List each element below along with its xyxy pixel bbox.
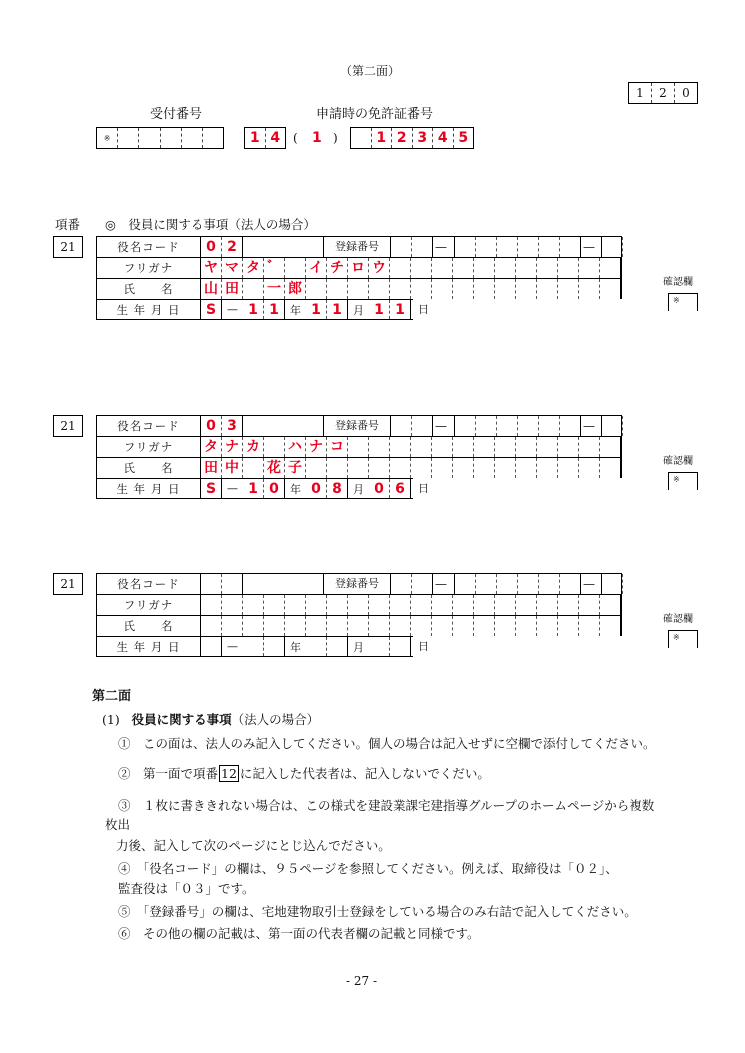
name-char <box>579 616 600 636</box>
birth-day-digit: 6 <box>390 479 411 498</box>
furigana-char: ウ <box>369 258 390 278</box>
registration-number-field[interactable] <box>454 416 581 436</box>
name-char <box>474 616 495 636</box>
furigana-char: イ <box>306 258 327 278</box>
role-code-digit <box>222 574 243 594</box>
birth-year-unit: 年 <box>290 482 301 496</box>
furigana-char: チ <box>327 258 348 278</box>
form-code-digit: 2 <box>652 83 675 103</box>
furigana-char <box>495 437 516 457</box>
role-code-row <box>96 415 622 436</box>
birth-era: S <box>201 300 222 319</box>
name-char <box>243 616 264 636</box>
furigana-char <box>369 595 390 615</box>
furigana-char <box>390 258 411 278</box>
name-char <box>600 458 621 478</box>
birth-day-unit: 日 <box>418 303 429 316</box>
name-char <box>390 279 411 299</box>
item-number-box: 21 <box>53 236 83 258</box>
birth-date-row <box>96 478 413 499</box>
furigana-char <box>558 258 579 278</box>
license-number-digit: 4 <box>433 128 454 148</box>
notes-subheading-title: 役員に関する事項 <box>131 712 232 727</box>
name-char: 田 <box>222 279 243 299</box>
registration-dash: — <box>583 240 595 254</box>
role-code-digit: 0 <box>201 237 222 257</box>
note-4-cont: 監査役は「０３」です。 <box>118 881 255 896</box>
furigana-label: フリガナ <box>97 258 201 278</box>
license-prefix-digit: 1 <box>245 128 266 148</box>
license-number-field[interactable] <box>350 127 474 149</box>
furigana-char <box>579 258 600 278</box>
birth-month-unit: 月 <box>353 482 364 496</box>
role-code-row <box>96 236 622 257</box>
note-2: ② 第一面で項番 12 に記入した代表者は、記入しないでくだい。 <box>118 766 490 781</box>
birth-day-unit: 日 <box>418 640 429 653</box>
birth-day-digit: 1 <box>369 300 390 319</box>
registration-suffix-field[interactable] <box>601 574 623 594</box>
paren-open: ( <box>293 131 298 145</box>
name-char <box>390 616 411 636</box>
registration-prefix-field[interactable] <box>391 237 433 257</box>
registration-number-field[interactable] <box>454 574 581 594</box>
confirm-mark: ※ <box>673 296 680 305</box>
notes-heading: 第二面 <box>92 689 132 704</box>
name-row <box>96 278 622 299</box>
furigana-char: ゛ <box>264 258 285 278</box>
name-char <box>495 616 516 636</box>
notes-subheading-num: (1) <box>102 712 120 727</box>
license-number-digit: 2 <box>392 128 413 148</box>
name-label: 氏 名 <box>97 458 201 478</box>
registration-suffix-field[interactable] <box>601 237 623 257</box>
name-char <box>432 458 453 478</box>
registration-no-label: 登録番号 <box>323 237 391 257</box>
furigana-char <box>474 595 495 615</box>
furigana-char: カ <box>243 437 264 457</box>
name-field[interactable] <box>201 616 621 636</box>
birth-day-digit: 1 <box>390 300 411 319</box>
furigana-char <box>432 595 453 615</box>
registration-prefix-field[interactable] <box>391 574 433 594</box>
furigana-row <box>96 436 622 457</box>
birth-day-digit <box>390 637 411 656</box>
birth-date-field[interactable] <box>201 637 411 656</box>
name-char <box>432 279 453 299</box>
furigana-char <box>537 258 558 278</box>
role-code-label: 役名コード <box>97 416 201 436</box>
name-char <box>264 616 285 636</box>
confirm-mark: ※ <box>673 633 680 642</box>
role-code-digit: 2 <box>222 237 243 257</box>
form-code-digit: 1 <box>629 83 652 103</box>
item-number-heading: 項番 <box>55 217 81 232</box>
furigana-char <box>390 437 411 457</box>
license-prefix-field[interactable] <box>244 127 286 149</box>
name-char <box>411 616 432 636</box>
furigana-char <box>579 595 600 615</box>
furigana-field[interactable] <box>201 437 621 457</box>
note-6: ⑥ その他の欄の記載は、第一面の代表者欄の記載と同様です。 <box>118 926 480 941</box>
furigana-label: フリガナ <box>97 595 201 615</box>
receipt-mark: ※ <box>103 133 111 143</box>
registration-prefix-field[interactable] <box>391 416 433 436</box>
furigana-char <box>222 595 243 615</box>
note-4: ④ 「役名コード」の欄は、９５ページを参照してください。例えば、取締役は「０２」、 <box>118 861 618 876</box>
furigana-char <box>411 595 432 615</box>
name-char <box>201 616 222 636</box>
role-code-field[interactable] <box>201 416 243 436</box>
note-5: ⑤ 「登録番号」の欄は、宅地建物取引士登録をしている場合のみ右詰で記入してください。 <box>118 904 637 919</box>
name-char: 田 <box>201 458 222 478</box>
receipt-number-label: 受付番号 <box>150 107 203 122</box>
birth-month-digit: 8 <box>327 479 348 498</box>
registration-no-label: 登録番号 <box>323 574 391 594</box>
birth-dash: — <box>227 482 238 495</box>
furigana-char <box>264 595 285 615</box>
birth-month-digit: 0 <box>306 479 327 498</box>
birth-year-unit: 年 <box>290 640 301 654</box>
name-char <box>495 458 516 478</box>
name-char <box>537 279 558 299</box>
furigana-char: ハ <box>285 437 306 457</box>
name-char <box>369 458 390 478</box>
name-char <box>453 279 474 299</box>
birth-day-digit <box>369 637 390 656</box>
birth-day-unit: 日 <box>418 482 429 495</box>
name-char <box>327 279 348 299</box>
name-char: 一 <box>264 279 285 299</box>
name-char <box>348 458 369 478</box>
name-row <box>96 615 622 636</box>
registration-dash: — <box>435 240 447 254</box>
furigana-char: ロ <box>348 258 369 278</box>
note-3-cont: 枚出 <box>105 817 131 832</box>
furigana-char <box>600 258 621 278</box>
name-char <box>411 458 432 478</box>
registration-dash: — <box>435 577 447 591</box>
name-char <box>327 458 348 478</box>
furigana-char <box>411 437 432 457</box>
item-number-box: 21 <box>53 415 83 437</box>
furigana-char <box>243 595 264 615</box>
name-char <box>285 616 306 636</box>
furigana-char <box>495 258 516 278</box>
role-code-digit <box>201 574 222 594</box>
item-number-ref: 12 <box>221 766 237 781</box>
name-char <box>306 616 327 636</box>
notes-subheading-suffix: （法人の場合） <box>231 712 320 727</box>
name-label: 氏 名 <box>97 616 201 636</box>
name-char <box>579 279 600 299</box>
name-char <box>474 279 495 299</box>
furigana-char <box>348 595 369 615</box>
birth-month-digit: 1 <box>306 300 327 319</box>
name-char <box>537 616 558 636</box>
furigana-char <box>306 595 327 615</box>
birth-year-digit: 1 <box>243 300 264 319</box>
furigana-char <box>327 595 348 615</box>
name-char <box>243 458 264 478</box>
registration-number-field[interactable] <box>454 237 581 257</box>
birth-date-label: 生 年 月 日 <box>97 637 201 656</box>
name-char <box>474 458 495 478</box>
license-prefix-digit: 4 <box>270 130 281 146</box>
role-code-label: 役名コード <box>97 574 201 594</box>
furigana-char: コ <box>327 437 348 457</box>
name-char <box>411 279 432 299</box>
name-char <box>558 279 579 299</box>
name-char <box>600 279 621 299</box>
birth-month-digit <box>306 637 327 656</box>
confirm-box[interactable] <box>668 630 698 648</box>
name-field[interactable] <box>201 279 621 299</box>
furigana-char <box>537 595 558 615</box>
birth-year-digit: 0 <box>264 479 285 498</box>
name-char <box>432 616 453 636</box>
name-char <box>516 616 537 636</box>
birth-month-unit: 月 <box>353 640 364 654</box>
furigana-char <box>495 595 516 615</box>
furigana-char <box>285 595 306 615</box>
confirm-box[interactable] <box>668 293 698 311</box>
page-number: - 27 - <box>346 974 378 988</box>
furigana-char: マ <box>222 258 243 278</box>
name-char <box>495 279 516 299</box>
license-number-label: 申請時の免許証番号 <box>316 107 434 122</box>
name-char <box>369 279 390 299</box>
furigana-char <box>432 258 453 278</box>
birth-year-digit <box>264 637 285 656</box>
name-char <box>348 616 369 636</box>
notes-subheading <box>102 712 319 728</box>
paren-close: ) <box>333 131 338 145</box>
role-code-field[interactable] <box>201 237 243 257</box>
name-char: 郎 <box>285 279 306 299</box>
name-char <box>327 616 348 636</box>
section-title: ◎ 役員に関する事項（法人の場合） <box>105 217 316 232</box>
role-code-label: 役名コード <box>97 237 201 257</box>
furigana-char <box>558 437 579 457</box>
role-code-row <box>96 573 622 594</box>
birth-date-row <box>96 299 413 320</box>
confirm-label: 確認欄 <box>663 614 693 625</box>
furigana-char <box>600 437 621 457</box>
birth-date-field[interactable] <box>201 300 411 319</box>
role-code-digit: 3 <box>222 416 243 436</box>
furigana-char <box>453 595 474 615</box>
registration-suffix-field[interactable] <box>601 416 623 436</box>
furigana-char <box>348 437 369 457</box>
license-number-digit: 5 <box>458 130 469 146</box>
name-char <box>558 458 579 478</box>
name-char <box>453 458 474 478</box>
name-char: 子 <box>285 458 306 478</box>
birth-date-label: 生 年 月 日 <box>97 300 201 319</box>
registration-dash: — <box>435 419 447 433</box>
name-char: 山 <box>201 279 222 299</box>
confirm-label: 確認欄 <box>663 277 693 288</box>
form-code-digit: 0 <box>682 86 690 100</box>
name-char <box>348 279 369 299</box>
birth-date-label: 生 年 月 日 <box>97 479 201 498</box>
name-char <box>222 616 243 636</box>
name-char <box>369 616 390 636</box>
furigana-char <box>474 437 495 457</box>
name-char <box>306 279 327 299</box>
furigana-char: タ <box>201 437 222 457</box>
name-label: 氏 名 <box>97 279 201 299</box>
furigana-char <box>369 437 390 457</box>
furigana-field[interactable] <box>201 258 621 278</box>
form-code-box <box>628 82 698 104</box>
name-char <box>243 279 264 299</box>
name-char: 花 <box>264 458 285 478</box>
furigana-row <box>96 257 622 278</box>
furigana-char <box>411 258 432 278</box>
furigana-label: フリガナ <box>97 437 201 457</box>
side-title: （第二面） <box>340 64 401 78</box>
birth-dash: — <box>227 303 238 316</box>
role-code-digit: 0 <box>201 416 222 436</box>
birth-month-unit: 月 <box>353 303 364 317</box>
name-char <box>390 458 411 478</box>
birth-year-digit: 1 <box>243 479 264 498</box>
furigana-char <box>453 437 474 457</box>
furigana-char: ナ <box>222 437 243 457</box>
note-3: ③ １枚に書ききれない場合は、この様式を建設業課宅建指導グループのホームページから複数 <box>118 798 655 813</box>
birth-era: S <box>201 479 222 498</box>
birth-year-unit: 年 <box>290 303 301 317</box>
name-char <box>516 279 537 299</box>
furigana-char <box>600 595 621 615</box>
furigana-char <box>201 595 222 615</box>
name-char <box>579 458 600 478</box>
confirm-box[interactable] <box>668 472 698 490</box>
furigana-char <box>264 437 285 457</box>
furigana-char: ヤ <box>201 258 222 278</box>
name-char <box>600 616 621 636</box>
license-renewal-count[interactable]: 1 <box>312 130 322 146</box>
furigana-char <box>516 595 537 615</box>
name-char <box>537 458 558 478</box>
furigana-char <box>285 258 306 278</box>
birth-year-digit: 1 <box>264 300 285 319</box>
confirm-label: 確認欄 <box>663 456 693 467</box>
name-char <box>516 458 537 478</box>
name-char <box>558 616 579 636</box>
furigana-char <box>516 437 537 457</box>
birth-month-digit: 1 <box>327 300 348 319</box>
birth-day-digit: 0 <box>369 479 390 498</box>
furigana-char <box>390 595 411 615</box>
confirm-mark: ※ <box>673 475 680 484</box>
license-number-digit: 1 <box>372 128 393 148</box>
name-row <box>96 457 622 478</box>
birth-era <box>201 637 222 656</box>
furigana-char <box>537 437 558 457</box>
name-char <box>453 616 474 636</box>
registration-no-label: 登録番号 <box>323 416 391 436</box>
furigana-field[interactable] <box>201 595 621 615</box>
furigana-char <box>558 595 579 615</box>
note-1: ① この面は、法人のみ記入してください。個人の場合は記入せずに空欄で添付してください。 <box>118 736 656 751</box>
birth-month-digit <box>327 637 348 656</box>
furigana-char <box>474 258 495 278</box>
furigana-char <box>579 437 600 457</box>
item-number-box: 21 <box>53 573 83 595</box>
license-number-digit: 3 <box>413 128 434 148</box>
registration-dash: — <box>583 419 595 433</box>
furigana-row <box>96 594 622 615</box>
note-3-cont2: 力後、記入して次のページにとじ込んでださい。 <box>116 838 391 853</box>
furigana-char <box>453 258 474 278</box>
furigana-char <box>432 437 453 457</box>
furigana-char: タ <box>243 258 264 278</box>
furigana-char: ナ <box>306 437 327 457</box>
registration-dash: — <box>583 577 595 591</box>
name-char <box>306 458 327 478</box>
furigana-char <box>516 258 537 278</box>
receipt-number-field[interactable] <box>96 127 224 149</box>
birth-dash: — <box>227 640 238 653</box>
name-field[interactable] <box>201 458 621 478</box>
name-char: 中 <box>222 458 243 478</box>
birth-date-field[interactable] <box>201 479 411 498</box>
birth-date-row <box>96 636 413 657</box>
role-code-field[interactable] <box>201 574 243 594</box>
birth-year-digit <box>243 637 264 656</box>
